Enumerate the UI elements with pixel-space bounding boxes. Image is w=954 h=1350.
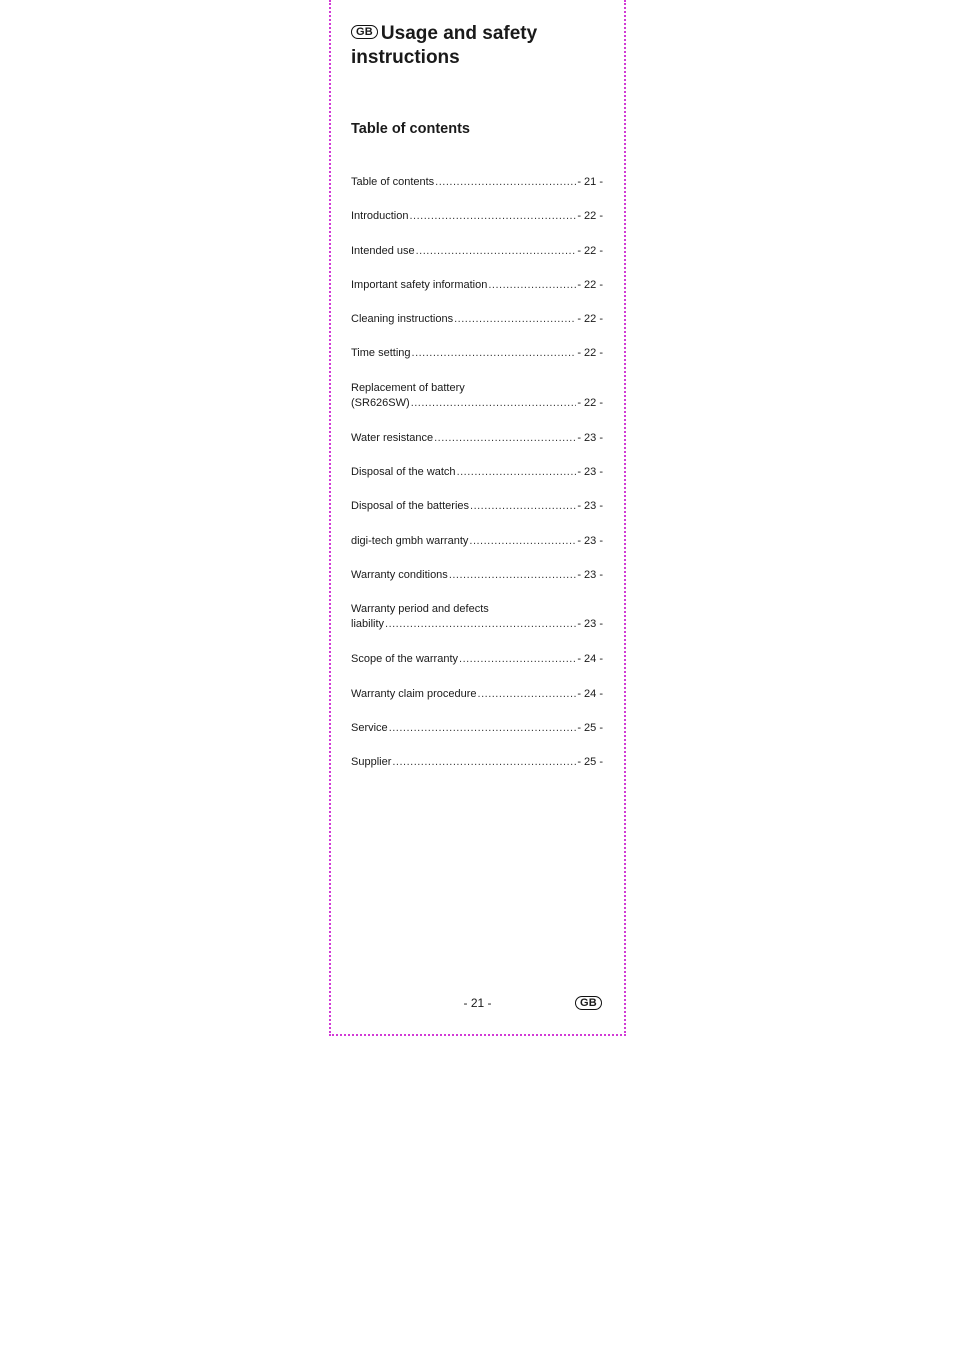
toc-entry-title: Disposal of the batteries — [351, 500, 470, 513]
toc-entry-title: Scope of the warranty — [351, 653, 459, 666]
toc-entry[interactable] — [351, 346, 603, 361]
toc-dot-leader — [389, 721, 577, 736]
toc-dot-leader — [459, 652, 576, 667]
toc-entry[interactable] — [351, 755, 603, 770]
toc-dot-leader — [457, 465, 577, 480]
toc-entry-page: - 23 - — [577, 568, 603, 581]
toc-entry-page: - 24 - — [577, 687, 603, 700]
toc-dot-leader — [412, 346, 577, 361]
toc-entry[interactable] — [351, 278, 603, 293]
page-number: - 21 - — [463, 996, 492, 1010]
toc-dot-leader — [454, 312, 576, 327]
document-page — [329, 0, 626, 1036]
toc-dot-leader — [470, 499, 576, 514]
toc-entry-page: - 22 - — [577, 313, 603, 326]
toc-dot-leader — [392, 755, 576, 770]
toc-entry-page: - 23 - — [577, 431, 603, 444]
toc-entry-page: - 21 - — [577, 176, 603, 188]
gb-language-badge: GB — [575, 996, 602, 1010]
toc-entry[interactable] — [351, 652, 603, 667]
toc-entry[interactable] — [351, 381, 603, 411]
toc-entry-title: Table of contents — [351, 176, 435, 188]
toc-entry-page: - 22 - — [577, 347, 603, 360]
toc-entry-title: digi-tech gmbh warranty — [351, 534, 469, 547]
toc-entry-title: Warranty conditions — [351, 568, 448, 581]
toc-entry-page: - 22 - — [577, 278, 603, 291]
toc-entry-title-line1: Warranty period and defects — [351, 603, 489, 616]
toc-entry-title: liability — [351, 618, 385, 631]
toc-entry[interactable] — [351, 721, 603, 736]
toc-entry-page: - 22 - — [577, 396, 603, 409]
toc-entry[interactable] — [351, 602, 603, 632]
toc-entry-title: Important safety information — [351, 278, 488, 291]
toc-entry-title: Time setting — [351, 347, 411, 360]
toc-entry[interactable] — [351, 687, 603, 702]
toc-dot-leader — [411, 396, 577, 411]
toc-dot-leader — [478, 687, 577, 702]
toc-entry[interactable] — [351, 244, 603, 259]
toc-entry[interactable] — [351, 499, 603, 514]
toc-entry[interactable] — [351, 312, 603, 327]
toc-entry-title: Supplier — [351, 756, 392, 769]
toc-entry[interactable] — [351, 568, 603, 583]
toc-entry-page: - 25 - — [577, 721, 603, 734]
toc-entry-title: Water resistance — [351, 431, 434, 444]
toc-entry-title: Cleaning instructions — [351, 313, 454, 326]
toc-heading: Table of contents — [351, 121, 470, 137]
toc-entry-page: - 23 - — [577, 466, 603, 479]
table-of-contents — [351, 175, 603, 789]
toc-entry-title: (SR626SW) — [351, 396, 410, 409]
toc-entry[interactable] — [351, 431, 603, 446]
toc-entry-title: Warranty claim procedure — [351, 687, 477, 700]
toc-entry-page: - 23 - — [577, 618, 603, 631]
gb-language-badge: GB — [351, 25, 378, 39]
toc-entry-title-line1: Replacement of battery — [351, 381, 465, 394]
toc-entry-page: - 24 - — [577, 653, 603, 666]
toc-dot-leader — [435, 175, 576, 190]
toc-dot-leader — [385, 617, 576, 632]
toc-dot-leader — [434, 431, 576, 446]
toc-entry-page: - 22 - — [577, 210, 603, 223]
toc-entry-page: - 23 - — [577, 534, 603, 547]
toc-entry-page: - 23 - — [577, 500, 603, 513]
toc-entry-title: Introduction — [351, 210, 409, 223]
toc-entry-title: Intended use — [351, 244, 415, 257]
toc-entry[interactable] — [351, 209, 603, 224]
toc-dot-leader — [449, 568, 577, 583]
toc-entry-page: - 22 - — [577, 244, 603, 257]
toc-dot-leader — [469, 534, 576, 549]
toc-entry[interactable] — [351, 465, 603, 480]
toc-dot-leader — [488, 278, 576, 293]
toc-entry-title: Disposal of the watch — [351, 466, 456, 479]
toc-dot-leader — [409, 209, 576, 224]
toc-entry-title: Service — [351, 721, 388, 734]
page-title-text: Usage and safety instructions — [351, 23, 538, 68]
toc-entry[interactable] — [351, 175, 603, 190]
toc-entry[interactable] — [351, 534, 603, 549]
toc-dot-leader — [416, 244, 577, 259]
toc-entry-page: - 25 - — [577, 756, 603, 769]
page-title — [351, 22, 611, 70]
